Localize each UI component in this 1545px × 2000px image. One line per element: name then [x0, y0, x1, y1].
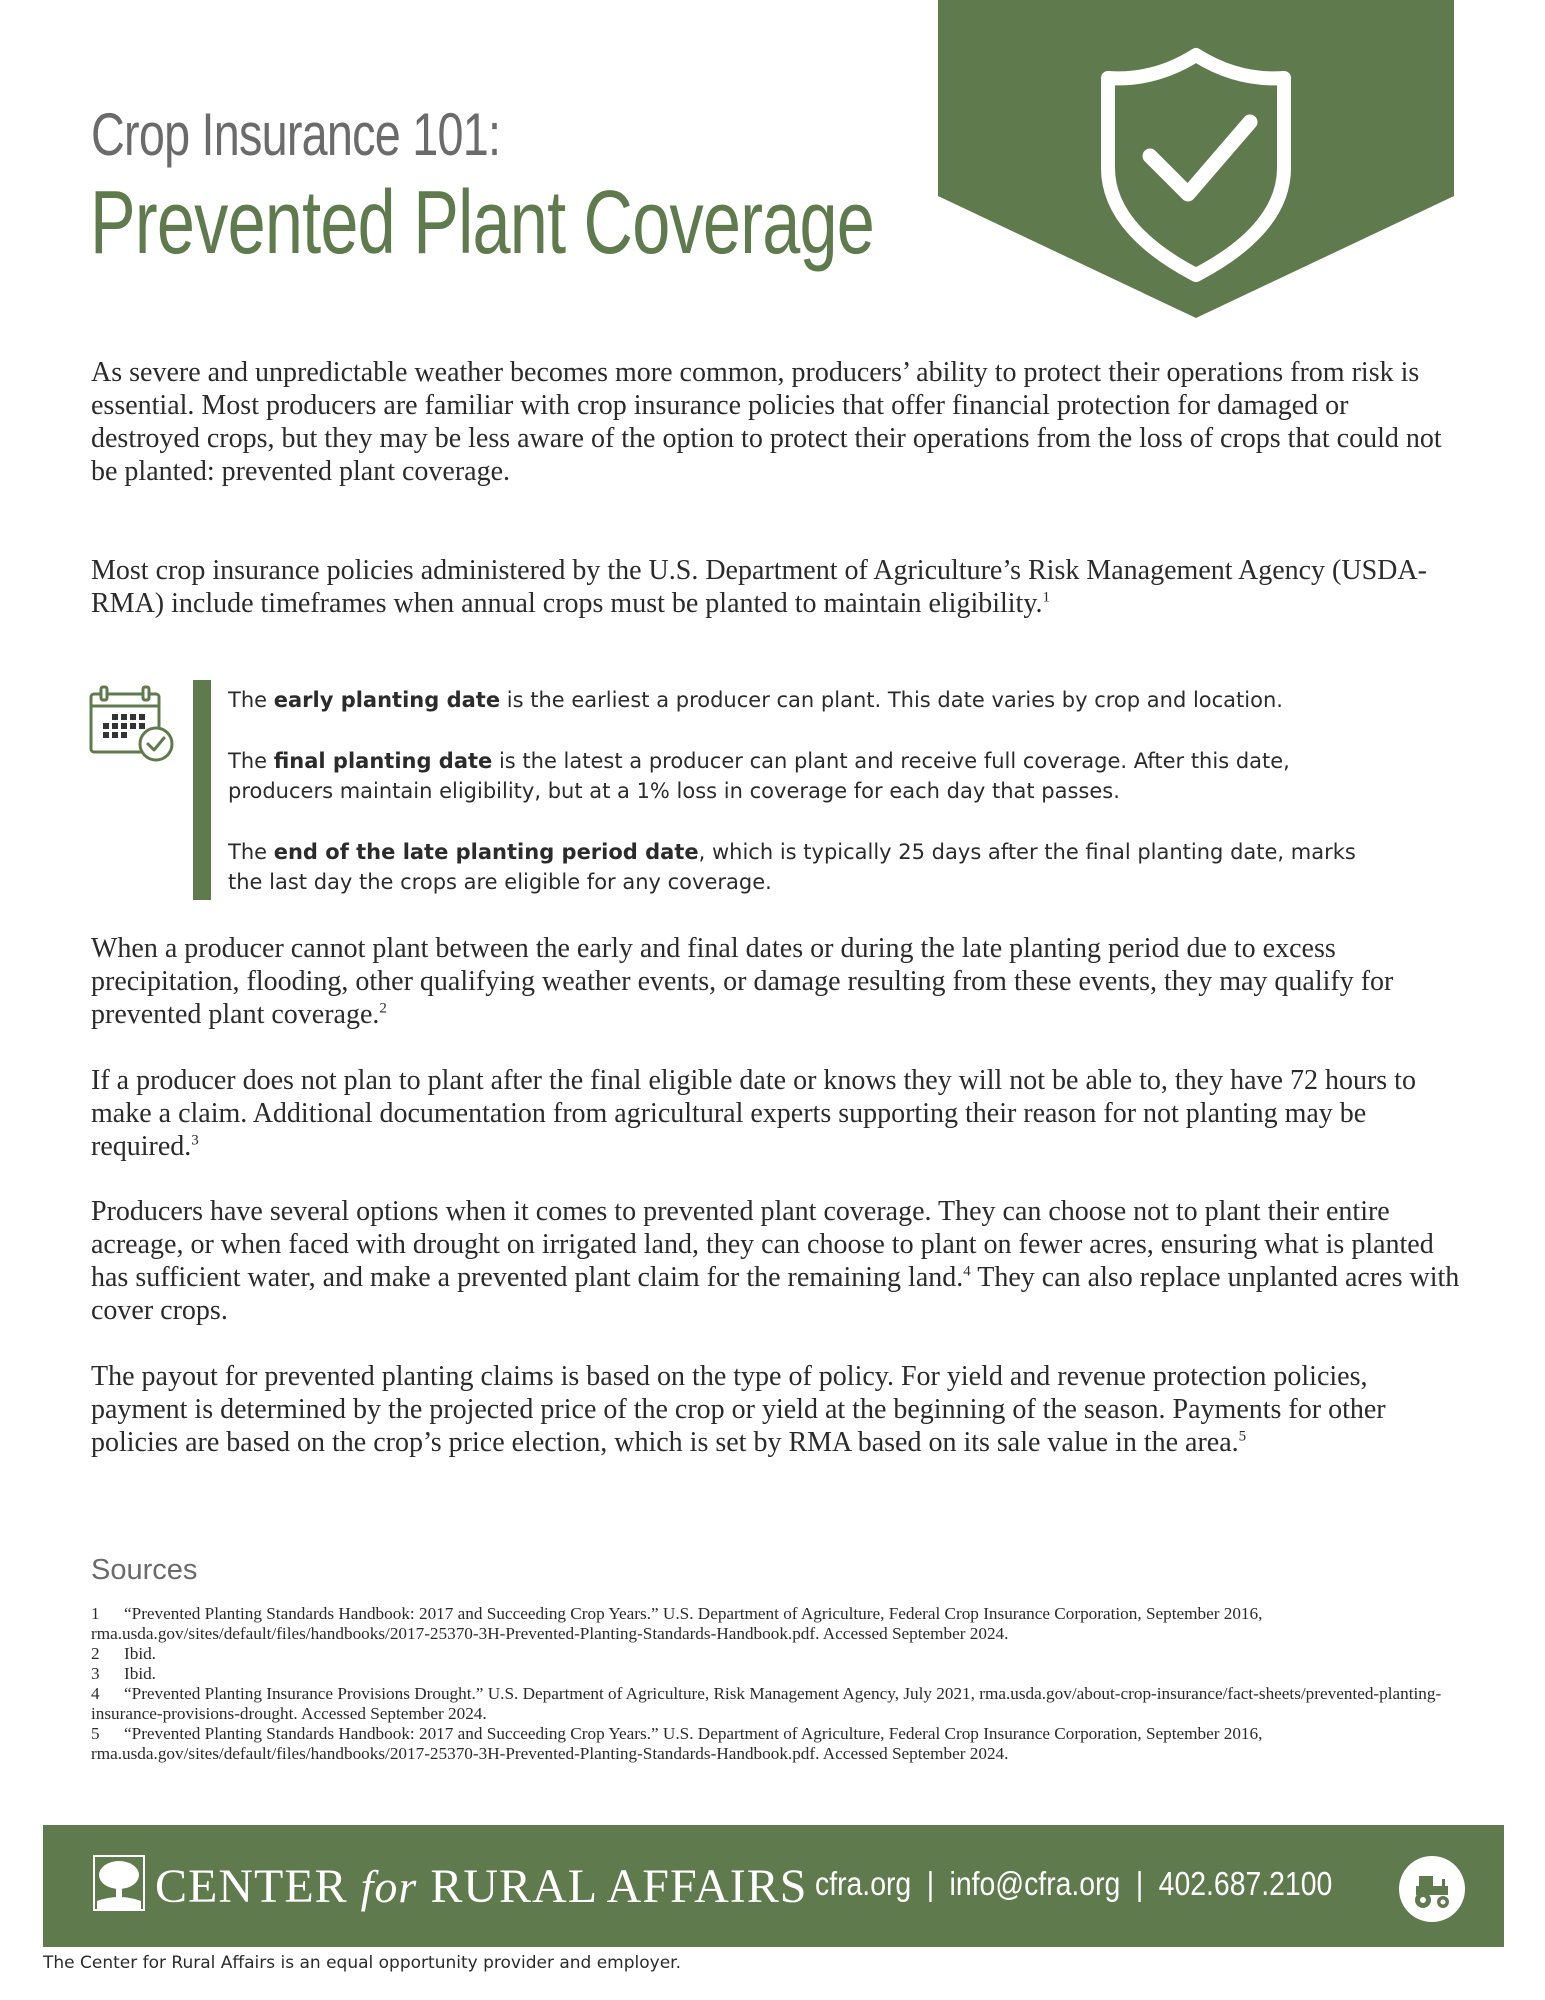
- source-item: [91, 1724, 1471, 1764]
- footnote-ref: 4: [963, 1263, 971, 1280]
- options-paragraph: [91, 1195, 1461, 1327]
- separator: |: [926, 1865, 935, 1902]
- shield-check-icon: [938, 0, 1454, 318]
- page-title: Prevented Plant Coverage: [90, 173, 875, 273]
- org-name-center: CENTER: [155, 1860, 348, 1913]
- footnote-ref: 1: [1042, 589, 1051, 606]
- claim-paragraph: [91, 1064, 1461, 1163]
- callout-accent-bar: [193, 680, 211, 900]
- source-text: “Prevented Planting Standards Handbook: 2017 and Succeeding Crop Years.” U.S. Department of Agriculture, Federal Crop Insurance Corporation, September 2016, rma.usda.gov/sites/default/files/handbooks/2017-25370-3H-Prevented-Planting-Standards-Handbook.pdf. Accessed September 2024.: [91, 1604, 1263, 1643]
- definition-prefix: The: [228, 688, 274, 712]
- sources-list: [91, 1604, 1471, 1764]
- footnote-ref: 3: [191, 1132, 199, 1149]
- source-text: Ibid.: [124, 1644, 156, 1663]
- footer-bar: [43, 1825, 1504, 1947]
- early-planting-definition: [228, 685, 1388, 715]
- source-number: 5: [91, 1724, 100, 1743]
- equal-opportunity-statement: The Center for Rural Affairs is an equal opportunity provider and employer.: [43, 1953, 682, 1973]
- tractor-icon: [1399, 1856, 1465, 1922]
- payout-text: The payout for prevented planting claims is based on the type of policy. For yield and revenue protection policies, payment is determined by the projected price of the crop or yield at the beginning of the season. Payments for other policies are based on the crop’s price election, which is set by RMA based on its sale value in the area.: [91, 1361, 1386, 1458]
- separator: |: [1135, 1865, 1144, 1902]
- source-number: 4: [91, 1684, 100, 1703]
- options-text: Producers have several options when it comes to prevented plant coverage. They can choose not to plant their entire acreage, or when faced with drought on irrigated land, they can choose to plant on fewer acres, ensuring what is planted has sufficient water, and make a prevented plant claim for the remaining land.: [91, 1196, 1434, 1293]
- org-name-for: for: [360, 1861, 418, 1912]
- calendar-check-icon: [88, 684, 178, 762]
- source-number: 2: [91, 1644, 100, 1663]
- source-item: [91, 1604, 1471, 1644]
- title-kicker: Crop Insurance 101:: [91, 101, 501, 168]
- qualification-paragraph: [91, 932, 1461, 1031]
- website-link[interactable]: cfra.org: [815, 1865, 912, 1902]
- definition-term: early planting date: [273, 688, 501, 712]
- definition-term: end of the late planting period date: [273, 840, 699, 864]
- email-link[interactable]: info@cfra.org: [949, 1865, 1121, 1902]
- payout-paragraph: [91, 1360, 1461, 1459]
- source-item: [91, 1664, 1471, 1684]
- source-number: 3: [91, 1664, 100, 1683]
- final-planting-definition: [228, 746, 1388, 806]
- options-text-end: They can also replace unplanted acres with cover crops.: [91, 1262, 1460, 1326]
- source-text: “Prevented Planting Insurance Provisions Drought.” U.S. Department of Agriculture, Risk Management Agency, July 2021, rma.usda.gov/about-crop-insurance/fact-sheets/prevented-planting-insurance-provisions-drought. Accessed September 2024.: [91, 1684, 1442, 1723]
- source-number: 1: [91, 1604, 100, 1623]
- definition-text: , which is typically 25 days after the final planting date, marks the last day the crops are eligible for any coverage.: [228, 840, 1356, 894]
- definition-term: final planting date: [273, 749, 493, 773]
- intro-paragraph: As severe and unpredictable weather becomes more common, producers’ ability to protect their operations from risk is essential. Most producers are familiar with crop insurance policies that offer financial protection for damaged or destroyed crops, but they may be less aware of the option to protect their operations from the loss of crops that could not be planted: prevented plant coverage.: [91, 357, 1442, 487]
- definition-text: is the latest a producer can plant and receive full coverage. After this date, producers maintain eligibility, but at a 1% loss in coverage for each day that passes.: [228, 749, 1290, 803]
- definition-prefix: The: [228, 749, 274, 773]
- tree-logo-icon: [93, 1855, 145, 1911]
- source-item: [91, 1684, 1471, 1724]
- eligibility-text: Most crop insurance policies administered by the U.S. Department of Agriculture’s Risk Management Agency (USDA-RMA) include timeframes when annual crops must be planted to maintain eligibility.: [91, 555, 1427, 619]
- late-planting-definition: [228, 837, 1388, 897]
- eligibility-paragraph: [91, 554, 1461, 620]
- definition-text: is the earliest a producer can plant. This date varies by crop and location.: [500, 688, 1283, 712]
- source-text: “Prevented Planting Standards Handbook: 2017 and Succeeding Crop Years.” U.S. Department of Agriculture, Federal Crop Insurance Corporation, September 2016, rma.usda.gov/sites/default/files/handbooks/2017-25370-3H-Prevented-Planting-Standards-Handbook.pdf. Accessed September 2024.: [91, 1724, 1263, 1763]
- org-name-rural: RURAL AFFAIRS: [430, 1860, 808, 1913]
- contact-info: [815, 1865, 1332, 1903]
- sources-heading: Sources: [91, 1554, 198, 1586]
- qualification-text: When a producer cannot plant between the early and final dates or during the late planting period due to excess precipitation, flooding, other qualifying weather events, or damage resulting from these events, they may qualify for prevented plant coverage.: [91, 933, 1394, 1030]
- source-item: [91, 1644, 1471, 1664]
- source-text: Ibid.: [124, 1664, 156, 1683]
- footnote-ref: 2: [379, 1000, 387, 1017]
- definition-prefix: The: [228, 840, 274, 864]
- footnote-ref: 5: [1238, 1428, 1247, 1445]
- org-name: [155, 1859, 807, 1914]
- phone-number: 402.687.2100: [1158, 1865, 1333, 1902]
- claim-text: If a producer does not plan to plant after the final eligible date or knows they will not be able to, they have 72 hours to make a claim. Additional documentation from agricultural experts supporting their reason for not planting may be required.: [91, 1065, 1416, 1162]
